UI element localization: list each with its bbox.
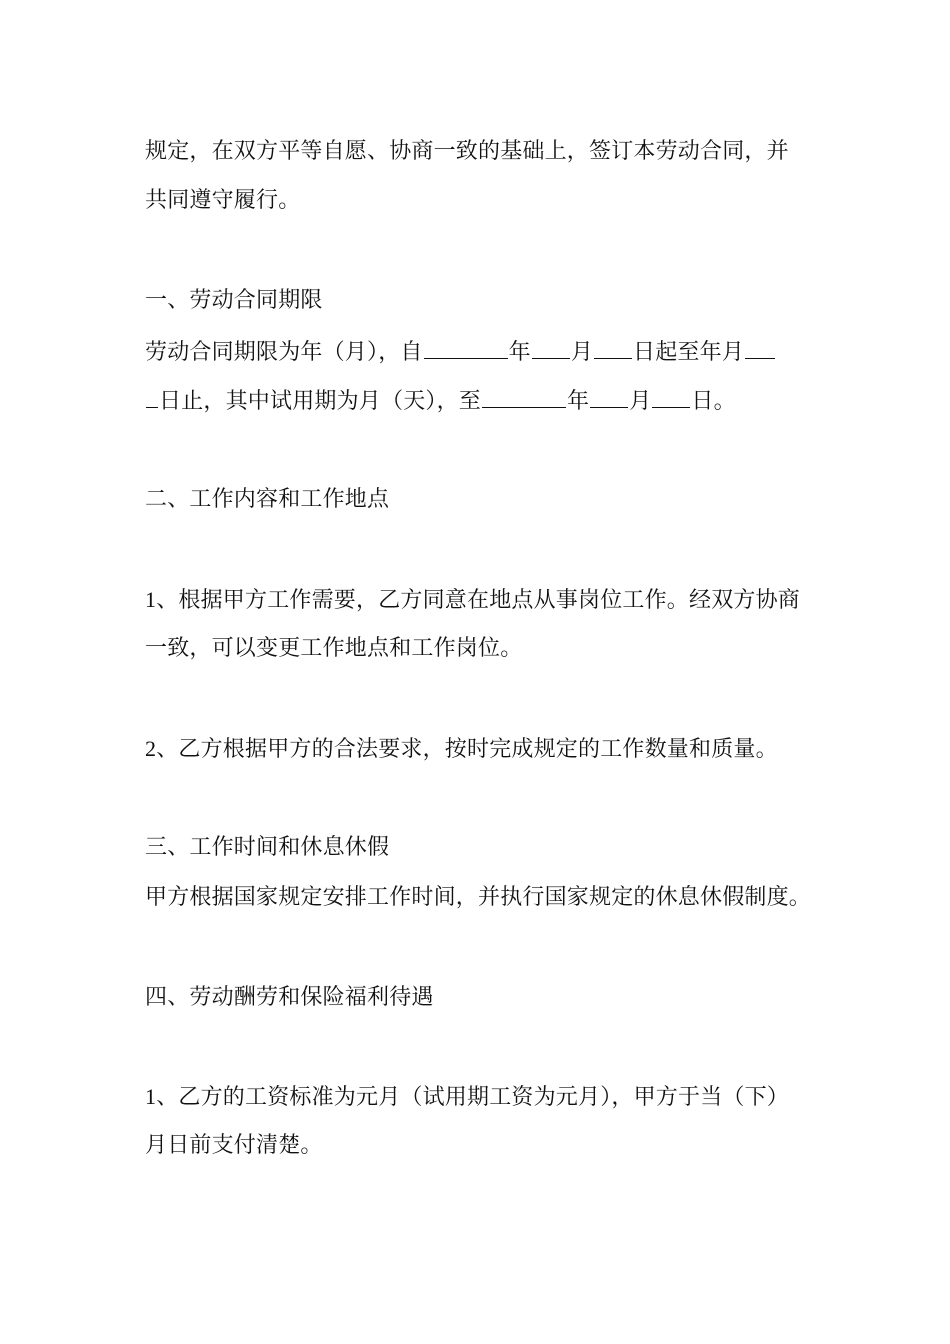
section-4-heading: 四、劳动酬劳和保险福利待遇 [145, 985, 434, 1010]
blank-field [745, 336, 775, 359]
section-1-line-1-text-a: 劳动合同期限为年（月），自 [145, 340, 423, 365]
section-1-line-2-text-a: 日止，其中试用期为月（天），至 [159, 389, 482, 414]
intro-line-2: 共同遵守履行。 [145, 188, 301, 213]
blank-field [590, 385, 628, 408]
blank-field [482, 385, 566, 408]
section-1-line-1-text-d: 日起至年月 [633, 340, 745, 365]
section-1-line-1 [145, 336, 776, 368]
blank-field [146, 385, 158, 408]
section-2-item-1-text: 、根据甲方工作需要，乙方同意在地点从事岗位工作。经双方协商 [156, 588, 801, 613]
item-number: 2 [145, 736, 157, 761]
section-2-item-2-line-1 [145, 734, 778, 765]
section-4-item-1-line-1 [145, 1082, 789, 1113]
section-3-body: 甲方根据国家规定安排工作时间，并执行国家规定的休息休假制度。 [145, 885, 812, 910]
section-1-line-1-text-b: 年 [508, 340, 531, 365]
section-1-line-2-text-b: 年 [567, 389, 590, 414]
item-number: 1 [145, 1084, 157, 1109]
blank-field [652, 385, 690, 408]
section-1-heading: 一、劳动合同期限 [145, 288, 323, 313]
section-1-line-2-text-d: 日。 [691, 389, 736, 414]
section-2-item-1-line-2: 一致，可以变更工作地点和工作岗位。 [145, 636, 523, 661]
section-3-heading: 三、工作时间和休息休假 [145, 835, 390, 860]
blank-field [424, 336, 508, 359]
blank-field [532, 336, 570, 359]
intro-line-1: 规定，在双方平等自愿、协商一致的基础上，签订本劳动合同，并 [145, 139, 789, 164]
section-1-line-2 [145, 385, 736, 417]
blank-field [594, 336, 632, 359]
item-number: 1 [145, 587, 157, 612]
section-2-heading: 二、工作内容和工作地点 [145, 487, 390, 512]
section-1-line-2-text-c: 月 [629, 389, 652, 414]
section-2-item-1-line-1 [145, 585, 800, 616]
section-4-item-1-text: 、乙方的工资标准为元月（试用期工资为元月），甲方于当（下） [156, 1085, 790, 1110]
section-4-item-1-line-2: 月日前支付清楚。 [145, 1133, 323, 1158]
section-2-item-2-text: 、乙方根据甲方的合法要求，按时完成规定的工作数量和质量。 [156, 737, 778, 762]
section-1-line-1-text-c: 月 [570, 340, 594, 365]
